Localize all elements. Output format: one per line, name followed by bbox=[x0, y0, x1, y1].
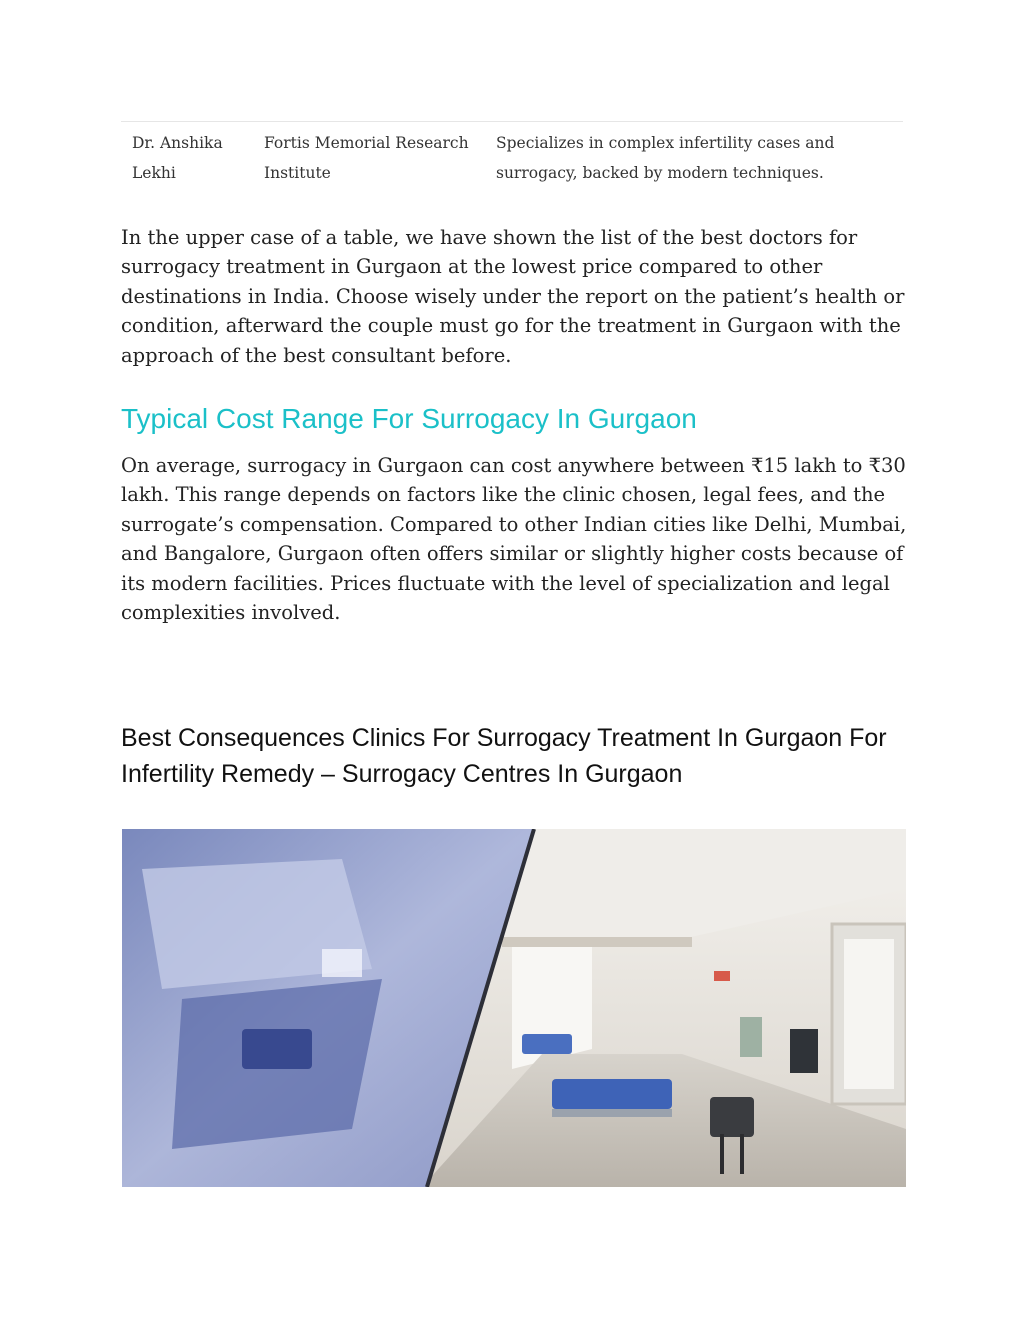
doctors-table-wrapper bbox=[121, 121, 903, 188]
cost-section-heading: Typical Cost Range For Surrogacy In Gurgaon bbox=[121, 403, 697, 434]
hospital-cell: Fortis Memorial Research Institute bbox=[264, 134, 469, 182]
table-row bbox=[121, 122, 903, 188]
specialty-cell: Specializes in complex infertility cases and surrogacy, backed by modern techniques. bbox=[496, 134, 835, 182]
clinics-section-heading: Best Consequences Clinics For Surrogacy Treatment In Gurgaon For Infertility Remedy – Surrogacy Centres In Gurgaon bbox=[121, 724, 887, 788]
hospital-ward-photo bbox=[122, 829, 906, 1187]
doctors-table bbox=[121, 122, 903, 188]
cost-section-paragraph: On average, surrogacy in Gurgaon can cost anywhere between ₹15 lakh to ₹30 lakh. This range depends on factors like the clinic chosen, legal fees, and the surrogate’s compensation. Compared to other Indian cities like Delhi, Mumbai, and Bangalore, Gurgaon often offers similar or slightly higher costs because of its modern facilities. Prices fluctuate with the level of specialization and legal complexities involved. bbox=[121, 454, 907, 625]
intro-paragraph: In the upper case of a table, we have shown the list of the best doctors for surrogacy treatment in Gurgaon at the lowest price compared to other destinations in India. Choose wisely under the report on the patient’s health or condition, afterward the couple must go for the treatment in Gurgaon with the approach of the best consultant before. bbox=[121, 226, 905, 367]
doctor-name-cell: Dr. Anshika Lekhi bbox=[132, 134, 223, 182]
